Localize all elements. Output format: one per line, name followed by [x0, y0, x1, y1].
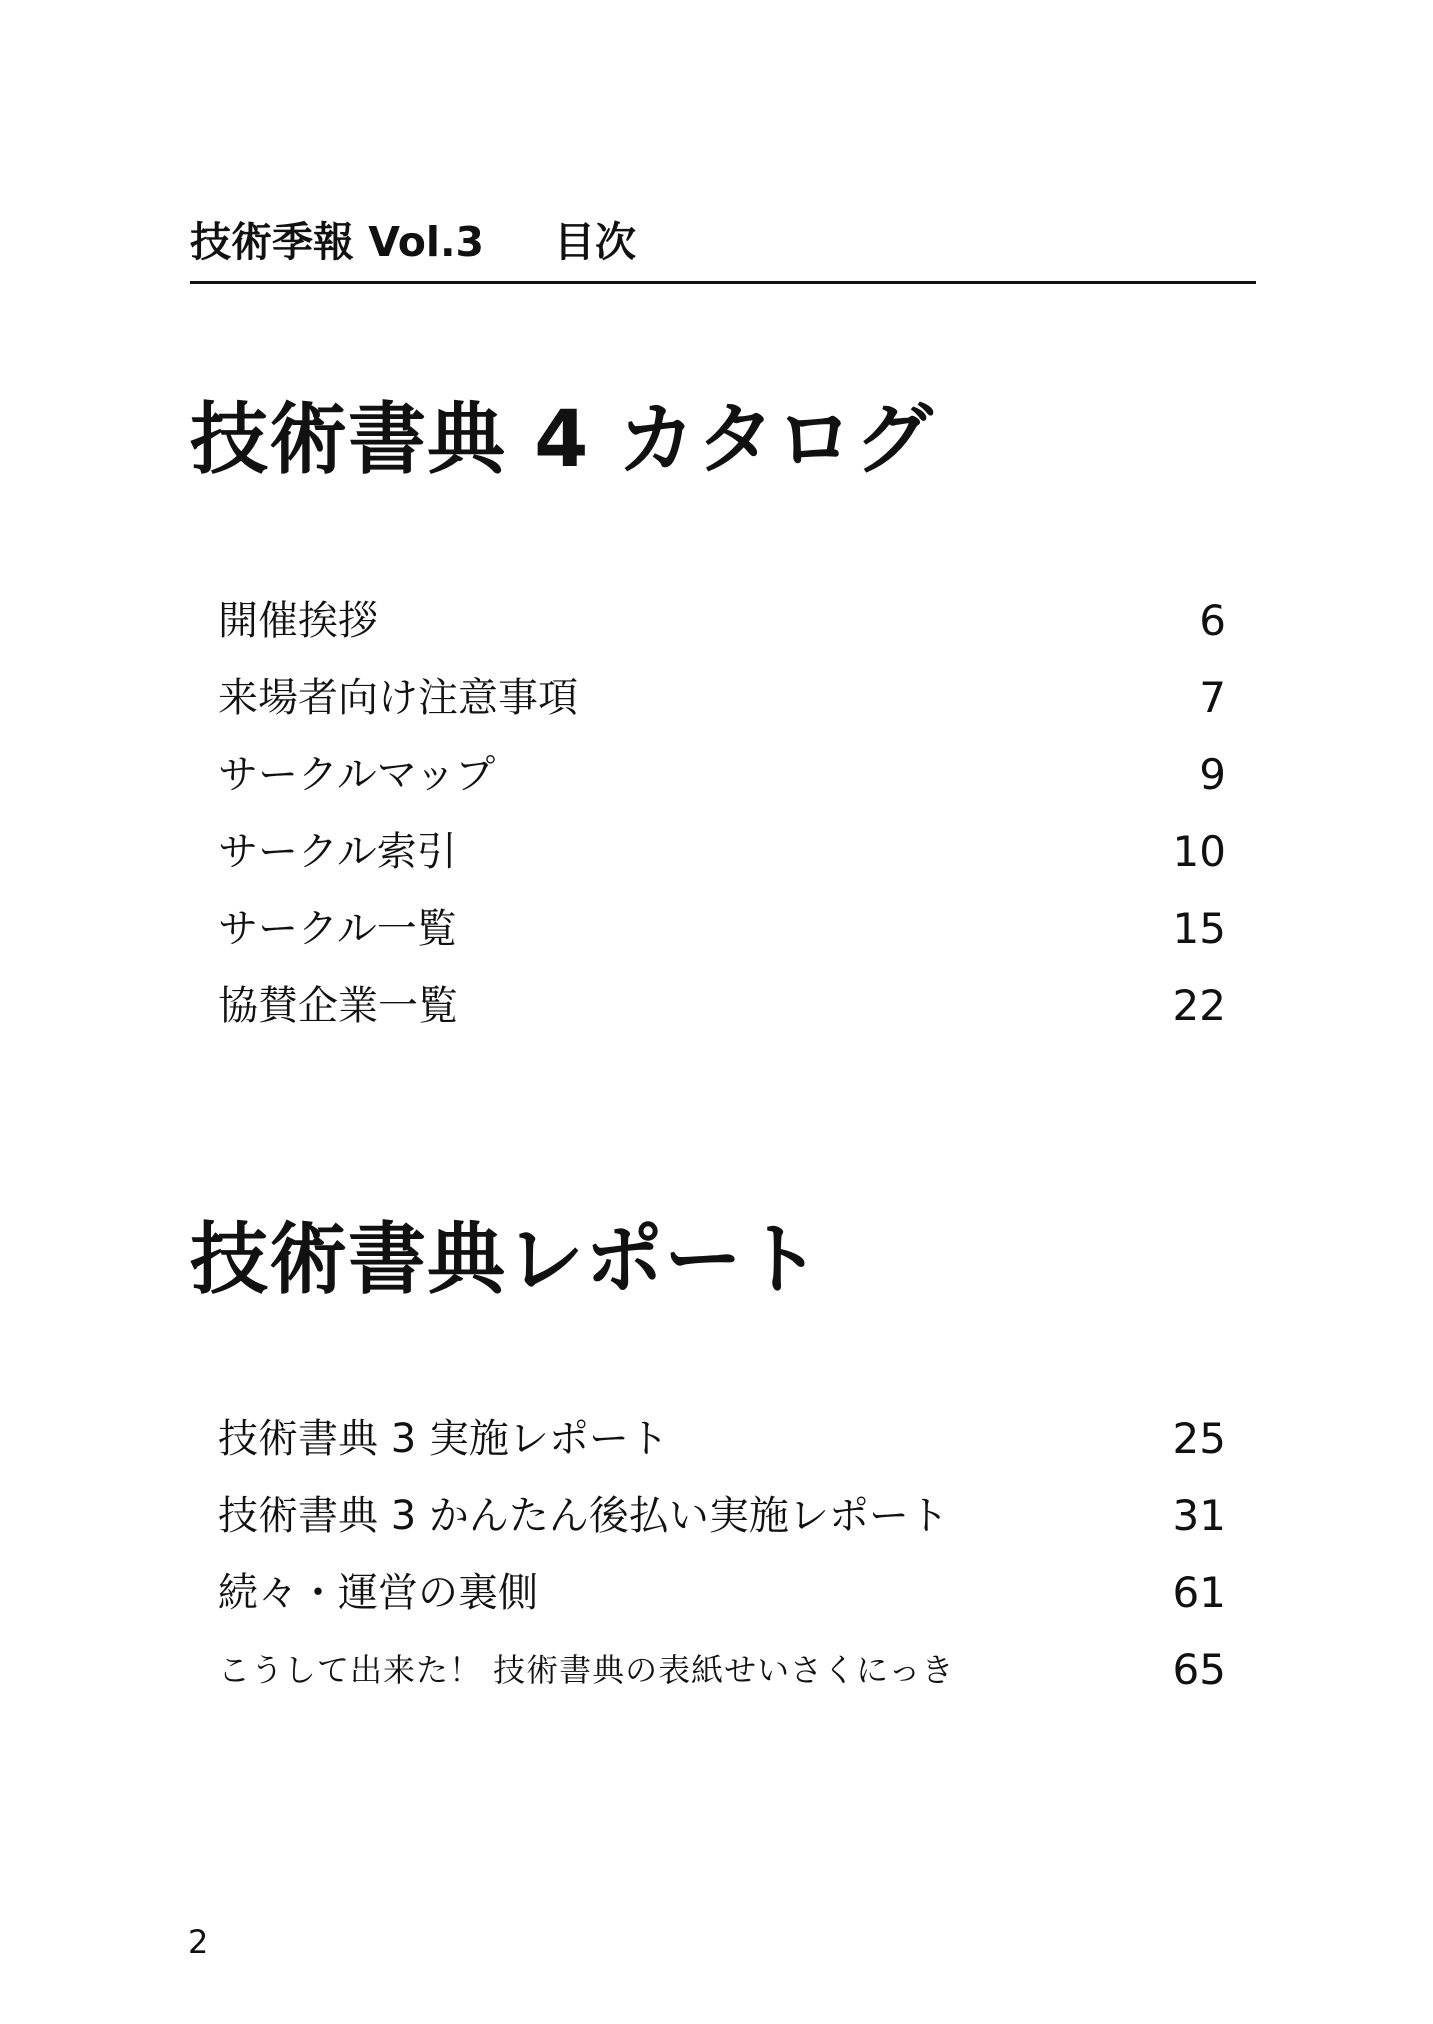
toc-item[interactable]: [218, 967, 1226, 1044]
toc-item-page: 25: [1172, 1413, 1226, 1463]
toc-item[interactable]: [218, 736, 1226, 813]
toc-item-page: 7: [1199, 672, 1226, 722]
section-title-report: 技術書典レポート: [190, 1215, 823, 1305]
toc-item-label: サークル索引: [218, 828, 457, 875]
toc-item-page: 15: [1172, 903, 1226, 953]
toc-list-report: [218, 1400, 1226, 1708]
toc-item-label: 来場者向け注意事項: [218, 674, 578, 721]
toc-item[interactable]: [218, 890, 1226, 967]
toc-item-label: 開催挨拶: [218, 597, 378, 644]
toc-item[interactable]: [218, 1554, 1226, 1631]
toc-item-page: 61: [1172, 1567, 1226, 1617]
toc-item[interactable]: [218, 813, 1226, 890]
toc-item-page: 22: [1172, 980, 1226, 1030]
toc-item-label: サークル一覧: [218, 905, 457, 952]
toc-item-page: 9: [1199, 749, 1226, 799]
header-title: 技術季報 Vol.3: [190, 218, 485, 266]
toc-item-page: 65: [1172, 1644, 1226, 1694]
toc-item-label: 続々・運営の裏側: [218, 1569, 538, 1616]
toc-item-label: こうして出来た！ 技術書典の表紙せいさくにっき: [218, 1650, 955, 1689]
toc-item-label: サークルマップ: [218, 751, 496, 798]
toc-item-page: 31: [1172, 1490, 1226, 1540]
toc-item[interactable]: [218, 1477, 1226, 1554]
toc-item[interactable]: [218, 1631, 1226, 1708]
toc-item[interactable]: [218, 582, 1226, 659]
page-number: 2: [188, 1923, 209, 1961]
toc-item-page: 6: [1199, 595, 1226, 645]
toc-item-label: 技術書典 3 かんたん後払い実施レポート: [218, 1492, 949, 1539]
section-title-catalog: 技術書典 4 カタログ: [190, 395, 934, 485]
toc-item-page: 10: [1172, 826, 1226, 876]
toc-item[interactable]: [218, 1400, 1226, 1477]
toc-item-label: 技術書典 3 実施レポート: [218, 1415, 669, 1462]
toc-list-catalog: [218, 582, 1226, 1044]
document-header: [190, 212, 1256, 284]
toc-item-label: 協賛企業一覧: [218, 982, 458, 1029]
header-subtitle: 目次: [554, 218, 636, 266]
toc-item[interactable]: [218, 659, 1226, 736]
